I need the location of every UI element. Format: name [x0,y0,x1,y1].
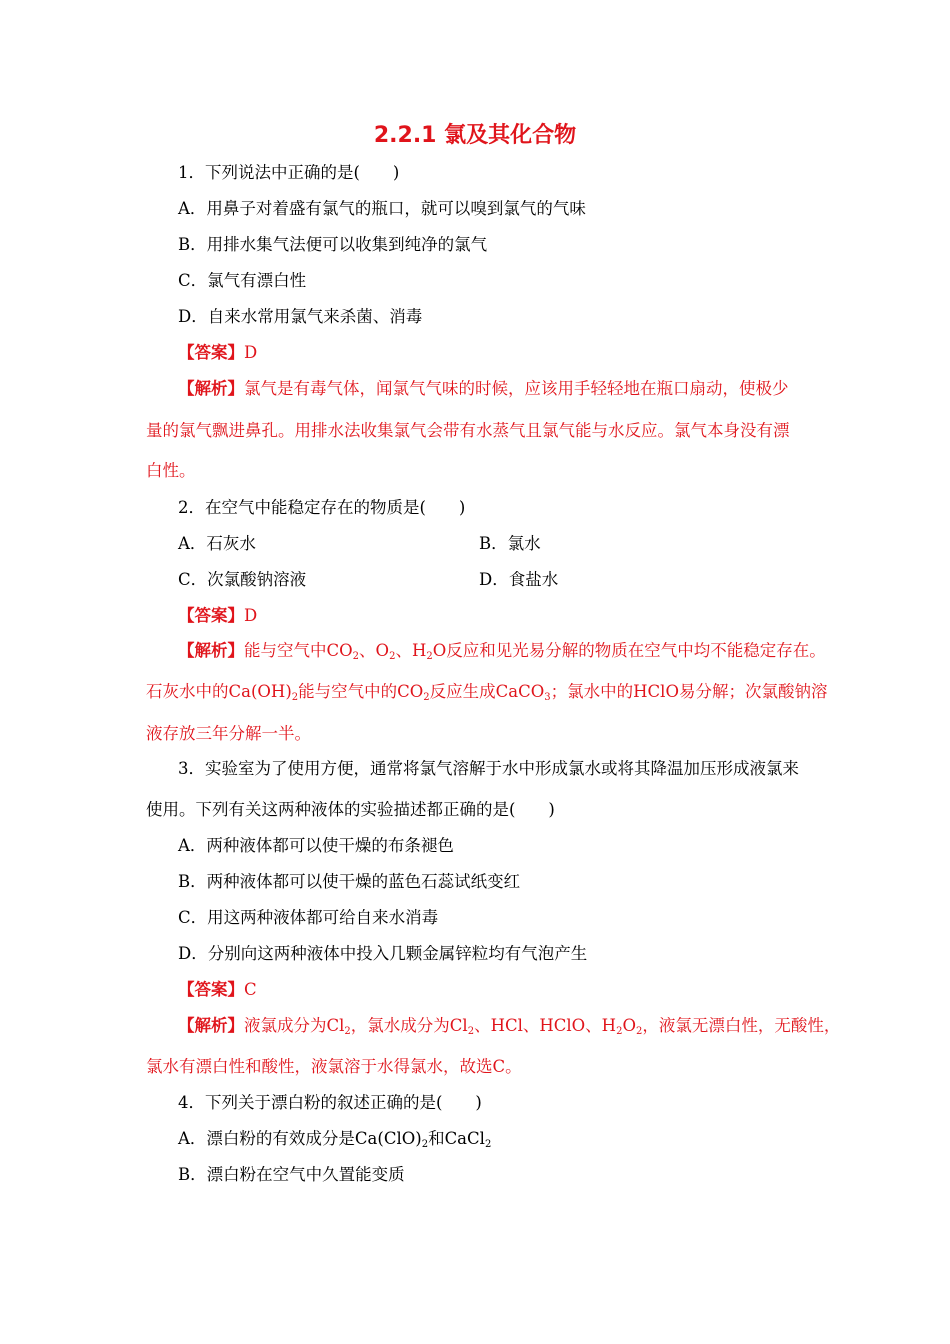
q4-stem: 4．下列关于漂白粉的叙述正确的是( ) [178,1093,482,1112]
answer-tag: 【答案】 [178,980,244,999]
q3-answer [178,978,257,1002]
q2-exp2-text-a: 石灰水中的Ca(OH) [146,682,292,701]
q1-answer [178,341,257,365]
q3-stem-line-2: 使用。下列有关这两种液体的实验描述都正确的是( ) [146,800,555,819]
q3-explanation-line-2: 氯水有漂白性和酸性，液氯溶于水得氯水，故选C。 [146,1057,522,1076]
q3-stem-line-1: 3．实验室为了使用方便，通常将氯气溶解于水中形成氯水或将其降温加压形成液氯来 [178,759,799,778]
subscript: 2 [484,1139,492,1150]
answer-tag: 【答案】 [178,343,244,362]
q1-stem: 1．下列说法中正确的是( ) [178,163,400,182]
q3-option-c: C．用这两种液体都可给自来水消毒 [178,908,439,927]
subscript: 2 [344,1026,351,1037]
subscript: 2 [635,1026,643,1037]
subscript: 2 [467,1026,475,1037]
q3-answer-value: C [244,980,257,999]
q2-exp1-text-c: 、H [395,641,427,660]
subscript: 2 [389,651,396,662]
q4-option-b: B．漂白粉在空气中久置能变质 [178,1165,405,1184]
q2-explanation-line-3: 液存放三年分解一半。 [146,724,311,743]
q1-explanation-line-2: 量的氯气飘进鼻孔。用排水法收集氯气会带有水蒸气且氯气能与水反应。氯气本身没有漂 [146,421,790,440]
q2-option-a: A．石灰水 [178,534,256,553]
subscript: 2 [423,692,430,703]
q2-exp1-text-b: 、O [359,641,390,660]
subscript: 2 [616,1026,623,1037]
page-title: 2.2.1 氯及其化合物 [373,123,577,148]
subscript: 2 [426,651,433,662]
q3-exp1-text-d: O [622,1016,636,1035]
q2-explanation-line-2 [146,680,828,704]
q4-option-a-text-b: 和CaCl [428,1129,485,1148]
q2-option-d: D．食盐水 [479,570,559,589]
q2-exp1-text-a: 能与空气中CO [244,641,353,660]
q2-option-c: C．次氯酸钠溶液 [178,570,307,589]
q2-exp2-text-d: ；氯水中的HClO易分解；次氯酸钠溶 [550,682,828,701]
q1-option-c: C．氯气有漂白性 [178,271,307,290]
q3-explanation-line-1 [178,1014,840,1038]
q2-exp2-text-c: 反应生成CaCO [429,682,545,701]
explanation-tag: 【解析】 [178,379,244,398]
answer-tag: 【答案】 [178,606,244,625]
q2-exp1-text-d: O反应和见光易分解的物质在空气中均不能稳定存在。 [432,641,826,660]
q1-option-b: B．用排水集气法便可以收集到纯净的氯气 [178,235,488,254]
subscript: 2 [421,1139,429,1150]
q2-answer [178,604,257,628]
q3-option-d: D．分别向这两种液体中投入几颗金属锌粒均有气泡产生 [178,944,588,963]
subscript: 3 [544,692,551,703]
q2-option-b: B．氯水 [479,534,541,553]
q2-explanation-line-1 [178,639,826,663]
q2-exp2-text-b: 能与空气中的CO [298,682,424,701]
q3-option-a: A．两种液体都可以使干燥的布条褪色 [178,836,454,855]
q1-explanation-text-1: 氯气是有毒气体，闻氯气气味的时候，应该用手轻轻地在瓶口扇动，使极少 [244,379,789,398]
subscript: 2 [352,651,360,662]
subscript: 2 [291,692,299,703]
q2-stem: 2．在空气中能稳定存在的物质是( ) [178,498,466,517]
q1-option-d: D．自来水常用氯气来杀菌、消毒 [178,307,423,326]
q3-exp1-text-c: 、HCl、HClO、H [474,1016,617,1035]
q1-explanation-line-1 [178,377,789,401]
q1-answer-value: D [244,343,258,362]
q1-option-a: A．用鼻子对着盛有氯气的瓶口，就可以嗅到氯气的气味 [178,199,586,218]
q3-exp1-text-e: ，液氯无漂白性，无酸性， [642,1016,841,1035]
q2-answer-value: D [244,606,258,625]
q3-exp1-text-b: ，氯水成分为Cl [350,1016,468,1035]
q4-option-a [178,1127,491,1151]
q4-option-a-text-a: A．漂白粉的有效成分是Ca(ClO) [178,1129,422,1148]
explanation-tag: 【解析】 [178,1016,244,1035]
q1-explanation-line-3: 白性。 [146,461,196,480]
q3-option-b: B．两种液体都可以使干燥的蓝色石蕊试纸变红 [178,872,521,891]
q3-exp1-text-a: 液氯成分为Cl [244,1016,345,1035]
explanation-tag: 【解析】 [178,641,244,660]
